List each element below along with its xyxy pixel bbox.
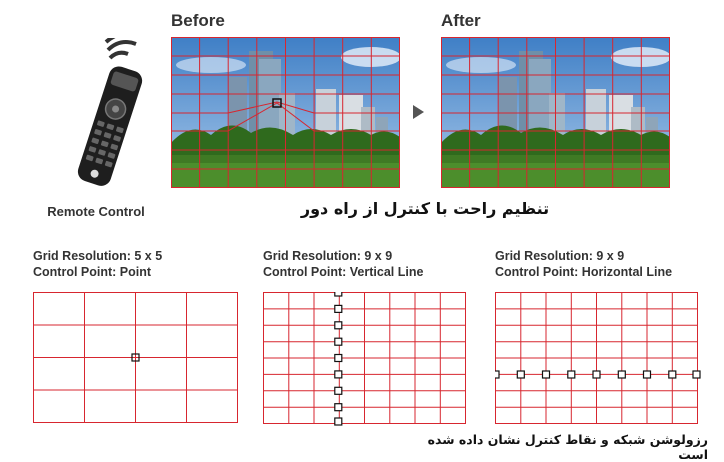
- example-3-control-point: Control Point: Horizontal Line: [495, 265, 673, 279]
- grid-example-1: [33, 292, 239, 424]
- grid-example-2: [263, 292, 469, 426]
- example-2-labels: [263, 248, 423, 280]
- remote-control-label: Remote Control: [47, 204, 145, 219]
- example-1-control-point: Control Point: Point: [33, 265, 152, 279]
- grid-resolution-caption: رزولوشن شبکه و نقاط کنترل نشان داده شده است: [427, 432, 708, 462]
- example-3-labels: [495, 248, 672, 280]
- remote-control-icon: [70, 38, 150, 198]
- remote-adjust-caption: تنظیم راحت با کنترل از راه دور: [300, 199, 550, 218]
- after-photo: [441, 37, 670, 188]
- example-1-labels: [33, 248, 162, 280]
- example-2-control-point: Control Point: Vertical Line: [263, 265, 424, 279]
- example-2-resolution: Grid Resolution: 9 x 9: [263, 249, 393, 263]
- before-heading: Before: [171, 11, 225, 30]
- example-3-resolution: Grid Resolution: 9 x 9: [495, 249, 625, 263]
- before-photo: [171, 37, 400, 188]
- before-after-arrow-icon: [413, 105, 425, 124]
- after-heading: After: [441, 11, 481, 30]
- example-1-resolution: Grid Resolution: 5 x 5: [33, 249, 163, 263]
- grid-example-3: [495, 292, 701, 426]
